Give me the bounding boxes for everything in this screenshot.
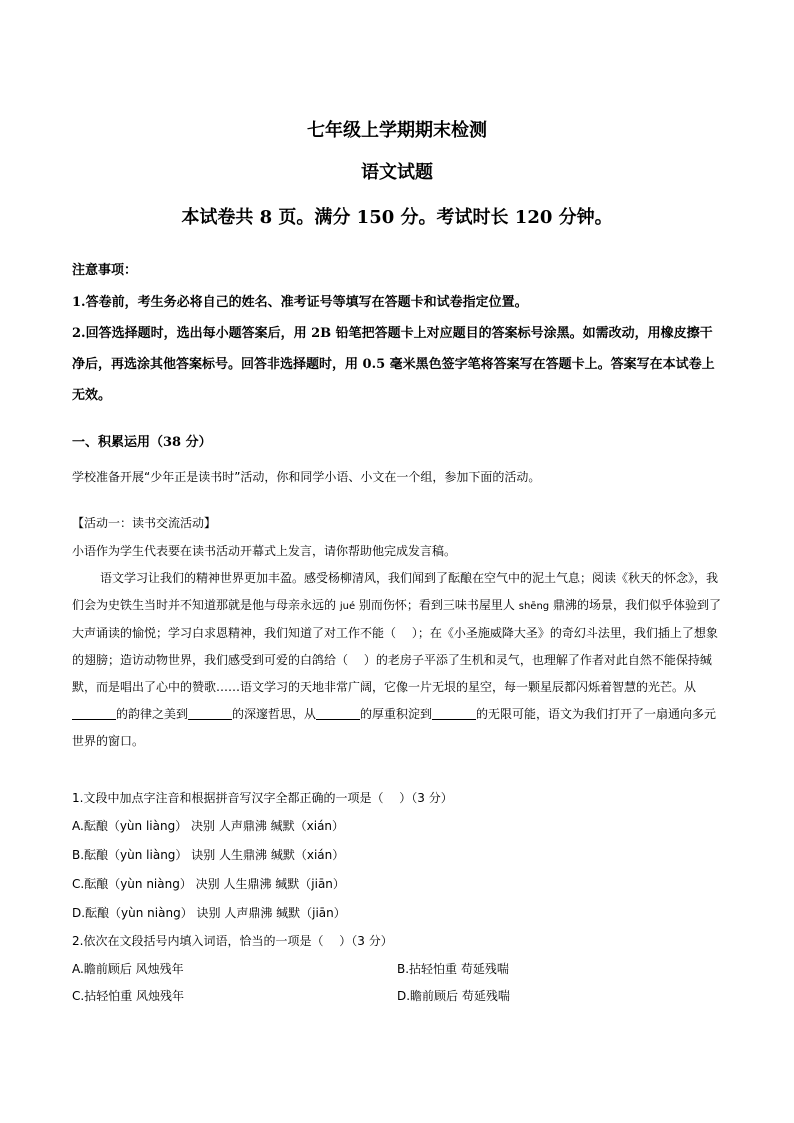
- question-2-option-a: A.瞻前顾后 风烛残年: [72, 962, 184, 976]
- question-1-stem: 1.文段中加点字注音和根据拼音写汉字全都正确的一项是（ ）（3 分）: [72, 791, 453, 805]
- question-1-option-b: B.酝酿（yùn liàng） 诀别 人生鼎沸 缄默（xián）: [72, 848, 345, 862]
- passage-text-3: 鼎沸的场景，我们似乎体验到了大声诵读的愉悦；学习白求恩精神，我们知道了对工作不能（ ）；在《小圣施威降大圣》的奇幻斗法里，我们插上了想象的翅膀；造访动物世界，我们感受到可爱的白鸽给（ ）的老房子平添了生机和灵气，也理解了作者对此自然不能保持缄默，而是唱出了心中的赞歌……语文学习的天地非常广阔，它像一片无垠的星空，每一颗星辰都闪烁着智慧的光芒。从: [72, 598, 721, 694]
- activity-task: 小语作为学生代表要在读书活动开幕式上发言，请你帮助他完成发言稿。: [72, 544, 457, 558]
- activity-label: 【活动一：读书交流活动】: [72, 516, 217, 530]
- exam-info: 本试卷共 8 页。满分 150 分。考试时长 120 分钟。: [181, 207, 613, 228]
- passage-text-1: 语文学习让我们的精神世界更加丰盈。感受杨柳清风，我们闻到了酝酿在空气中的泥土气息；阅读《秋天的怀念》，我们会为史铁生当时并不知道那就是他与母亲永远的: [72, 571, 719, 612]
- answer-blank-2: [188, 707, 232, 720]
- passage-text-7: 的无限可能，语文为我们打开了一扇通向多元世界的窗口。: [72, 707, 717, 748]
- section-heading: 一、积累运用（38 分）: [72, 435, 212, 450]
- exam-title: 七年级上学期期末检测: [307, 120, 487, 141]
- speech-passage: [72, 565, 722, 755]
- exam-subject: 语文试题: [361, 162, 433, 183]
- passage-text-4: 的韵律之美到: [116, 707, 189, 721]
- notice-item-2: 2.回答选择题时，选出每小题答案后，用 2B 铅笔把答题卡上对应题目的答案标号涂黑。如需改动，用橡皮擦干净后，再选涂其他答案标号。回答非选择题时，用 0.5 毫米黑色签字笔将答案写在答题卡上。答案写在本试卷上无效。: [72, 326, 715, 403]
- pinyin-jue: jué: [339, 601, 356, 612]
- passage-text-5: 的深邃哲思，从: [232, 707, 317, 721]
- question-2-option-c: C.拈轻怕重 风烛残年: [72, 989, 185, 1003]
- question-1-option-a: A.酝酿（yùn liàng） 决别 人声鼎沸 缄默（xián）: [72, 819, 345, 833]
- answer-blank-1: [72, 707, 116, 720]
- passage-text-6: 的厚重积淀到: [360, 707, 433, 721]
- question-1-option-c: C.酝酿（yùn niàng） 决别 人生鼎沸 缄默（jiān）: [72, 877, 345, 891]
- question-2-option-b: B.拈轻怕重 苟延残喘: [397, 962, 509, 976]
- question-1-option-d: D.酝酿（yùn niàng） 诀别 人声鼎沸 缄默（jiān）: [72, 906, 346, 920]
- passage-text-2: 别而伤怀；看到三味书屋里人: [355, 598, 519, 612]
- question-2-stem: 2.依次在文段括号内填入词语，恰当的一项是（ ）（3 分）: [72, 934, 393, 948]
- answer-blank-4: [432, 707, 476, 720]
- section-intro: 学校准备开展“少年正是读书时”活动，你和同学小语、小文在一个组，参加下面的活动。: [72, 470, 541, 484]
- question-2-option-d: D.瞻前顾后 苟延残喘: [397, 989, 510, 1003]
- notice-heading: 注意事项：: [72, 263, 138, 278]
- notice-item-1: 1.答卷前，考生务必将自己的姓名、准考证号等填写在答题卡和试卷指定位置。: [72, 295, 528, 310]
- pinyin-sheng: shēng: [518, 601, 550, 612]
- answer-blank-3: [316, 707, 360, 720]
